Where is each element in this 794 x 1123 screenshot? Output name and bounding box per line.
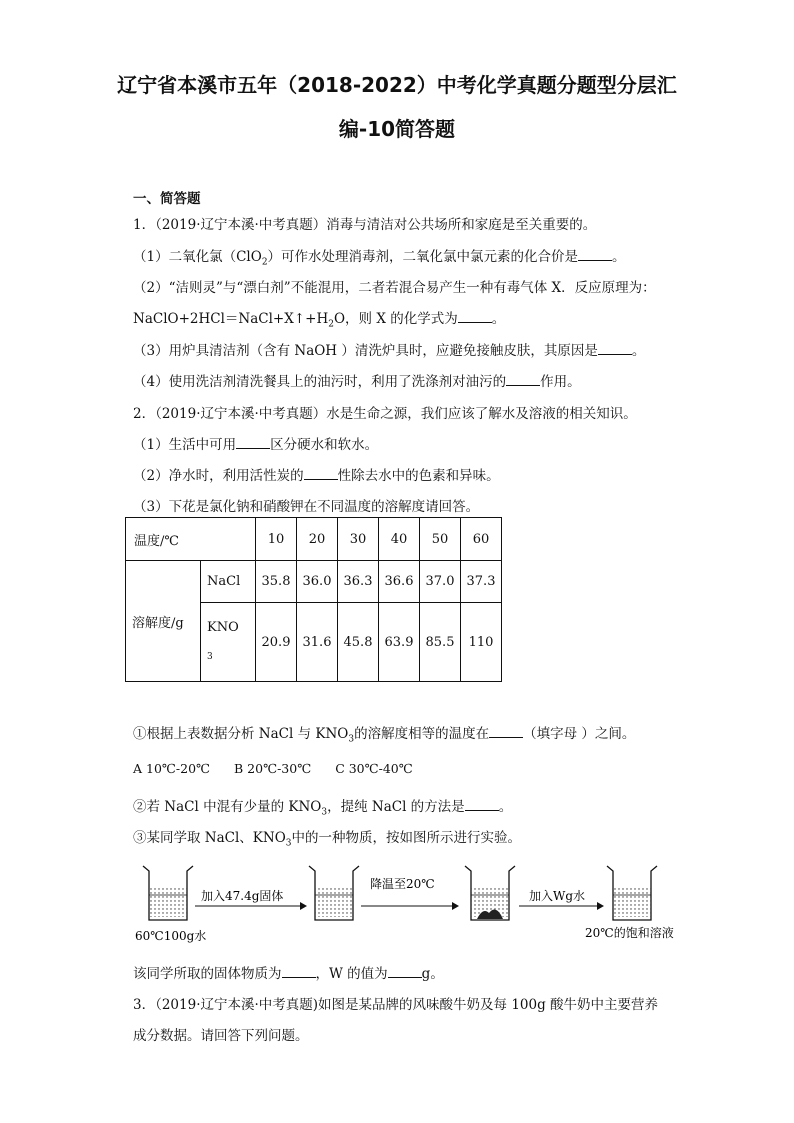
end-label: 20℃的饱和溶液 [585,926,674,940]
beaker-4 [607,866,657,920]
answer-blank[interactable] [465,798,499,811]
temp-cell: 20 [297,518,338,561]
step3-label: 加入Wg水 [529,889,586,903]
answer-blank[interactable] [282,965,316,978]
answer-blank[interactable] [506,373,540,386]
temp-cell: 50 [420,518,461,561]
section-heading: 一、简答题 [133,191,201,207]
q1-part4: （4）使用洗洁剂清洗餐具上的油污时，利用了洗涤剂对油污的 作用。 [133,374,581,390]
temp-cell: 10 [256,518,297,561]
q2-sub1: ①根据上表数据分析 NaCl 与 $KNO_3$的溶解度相等的温度在 （填字母 ）之间。 [133,726,636,745]
solubility-table [125,517,502,682]
q2-answer-line: 该同学所取的固体物质为 ，W 的值为 g。 [133,966,444,982]
q3-stem-line2: 成分数据。请回答下列问题。 [133,1028,309,1044]
q1-part1: （1）二氧化氯（ClO$_2$）可作水处理消毒剂，二氧化氯中氯元素的化合价是 。 [133,249,626,268]
answer-blank[interactable] [489,725,523,738]
nacl-value: 36.6 [379,561,420,603]
nacl-value: 35.8 [256,561,297,603]
beaker-2 [309,866,359,920]
answer-blank[interactable] [578,248,612,261]
q2-part3: （3）下花是氯化钠和硝酸钾在不同温度的溶解度请回答。 [133,499,480,515]
temp-cell: 30 [338,518,379,561]
answer-blank[interactable] [304,467,338,480]
answer-blank[interactable] [236,436,270,449]
q1-stem: 1．（2019·辽宁本溪·中考真题）消毒与清洁对公共场所和家庭是至关重要的。 [133,217,597,233]
step2-label: 降温至20℃ [370,877,435,891]
answer-blank[interactable] [388,965,422,978]
temp-cell: 40 [379,518,420,561]
nacl-label: NaCl [201,561,256,603]
experiment-diagram [125,855,685,950]
q2-sub3: ③某同学取 NaCl、$KNO_3$中的一种物质，按如图所示进行实验。 [133,830,521,849]
temp-header: 温度/℃ [126,518,256,561]
kno3-value: 110 [461,603,502,682]
q3-stem-line1: 3．（2019·辽宁本溪·中考真题)如图是某品牌的风味酸牛奶及每 100g 酸牛奶中主要营养 [133,997,659,1013]
q2-part1: （1）生活中可用 区分硬水和软水。 [133,437,379,453]
q2-stem: 2．（2019·辽宁本溪·中考真题）水是生命之源，我们应该了解水及溶液的相关知识。 [133,406,637,422]
kno3-label: KNO 3 [201,603,256,682]
option-a[interactable]: A 10℃-20℃ [133,761,211,776]
document-title-line1: 辽宁省本溪市五年（2018-2022）中考化学真题分题型分层汇 [117,73,677,97]
kno3-value: 85.5 [420,603,461,682]
q1-part2: （2）“洁则灵”与“漂白剂”不能混用，二者若混合易产生一种有毒气体 X．反应原理为： [133,280,656,296]
q2-options [133,761,437,776]
nacl-value: 36.0 [297,561,338,603]
q1-part2-equation: $NaClO+2HCl=NaCl+X↑+H_2O$，则 X 的化学式为 。 [133,311,506,330]
beaker-1 [143,866,193,920]
q1-part3: （3）用炉具清洁剂（含有 NaOH ）清洗炉具时，应避免接触皮肤，其原因是 。 [133,343,646,359]
nacl-value: 37.0 [420,561,461,603]
q2-part2: （2）净水时，利用活性炭的 性除去水中的色素和异味。 [133,468,500,484]
q2-sub2: ②若 NaCl 中混有少量的 $KNO_3$，提纯 NaCl 的方法是 。 [133,799,513,818]
beaker-3 [465,866,515,920]
answer-blank[interactable] [458,310,492,323]
kno3-value: 63.9 [379,603,420,682]
start-label: 60℃100g水 [135,929,207,943]
kno3-value: 20.9 [256,603,297,682]
step1-label: 加入47.4g固体 [201,889,284,903]
answer-blank[interactable] [598,342,632,355]
kno3-value: 45.8 [338,603,379,682]
nacl-value: 36.3 [338,561,379,603]
document-title-line2: 编-10简答题 [338,117,456,141]
option-c[interactable]: C 30℃-40℃ [335,761,413,776]
option-b[interactable]: B 20℃-30℃ [234,761,312,776]
nacl-value: 37.3 [461,561,502,603]
temp-cell: 60 [461,518,502,561]
kno3-value: 31.6 [297,603,338,682]
solubility-header: 溶解度/g [126,561,201,682]
